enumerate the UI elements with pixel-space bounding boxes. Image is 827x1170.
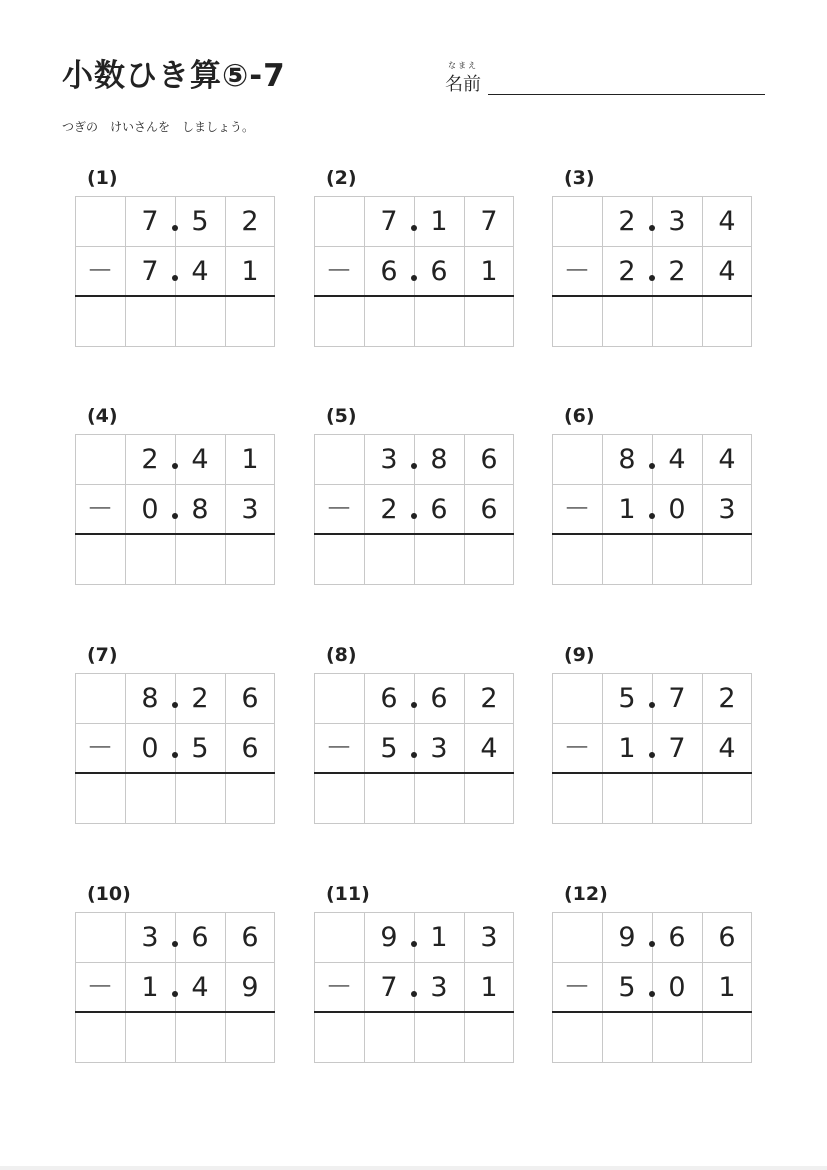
minuend-digit: 8	[430, 443, 448, 475]
subtrahend-digit: 5	[618, 971, 636, 1003]
subtrahend-digit: 6	[480, 493, 498, 525]
minuend-digit: 8	[141, 682, 159, 714]
answer-cell[interactable]	[602, 773, 652, 823]
answer-cell[interactable]	[702, 534, 752, 584]
minuend-digit: 3	[380, 443, 398, 475]
answer-cell[interactable]	[652, 773, 702, 823]
answer-cell[interactable]	[464, 1012, 514, 1062]
answer-cell[interactable]	[75, 1012, 125, 1062]
answer-cell[interactable]	[364, 534, 414, 584]
minuend-digit: 6	[668, 921, 686, 953]
minuend-digit: 7	[380, 205, 398, 237]
minuend-digit: 4	[718, 205, 736, 237]
answer-cell[interactable]	[225, 773, 275, 823]
decimal-point	[649, 225, 655, 231]
problem-label: (7)	[87, 644, 118, 666]
decimal-point	[649, 513, 655, 519]
minuend-digit: 4	[718, 443, 736, 475]
answer-cell[interactable]	[314, 296, 364, 346]
answer-cell[interactable]	[652, 296, 702, 346]
subtrahend-digit: 4	[480, 732, 498, 764]
decimal-point	[649, 991, 655, 997]
answer-cell[interactable]	[225, 1012, 275, 1062]
decimal-point	[411, 702, 417, 708]
decimal-point	[172, 752, 178, 758]
answer-cell[interactable]	[364, 296, 414, 346]
subtrahend-digit: 1	[141, 971, 159, 1003]
grid-line	[75, 584, 275, 585]
name-label: 名前	[445, 74, 481, 95]
answer-cell[interactable]	[552, 773, 602, 823]
minuend-digit: 6	[241, 682, 259, 714]
answer-cell[interactable]	[75, 534, 125, 584]
problem-5	[314, 405, 514, 595]
problem-11	[314, 883, 514, 1073]
answer-cell[interactable]	[175, 1012, 225, 1062]
problem-label: (12)	[564, 883, 608, 905]
problem-label: (9)	[564, 644, 595, 666]
subtrahend-digit: 1	[480, 255, 498, 287]
decimal-point	[172, 991, 178, 997]
minuend-digit: 6	[718, 921, 736, 953]
decimal-point	[649, 275, 655, 281]
calculation-grid	[75, 196, 275, 348]
answer-cell[interactable]	[75, 773, 125, 823]
problem-label: (1)	[87, 167, 118, 189]
calculation-grid	[314, 673, 514, 825]
calculation-grid	[552, 196, 752, 348]
answer-cell[interactable]	[125, 296, 175, 346]
minus-sign: －	[325, 255, 353, 287]
decimal-point	[411, 225, 417, 231]
calculation-grid	[314, 434, 514, 586]
calculation-grid	[75, 912, 275, 1064]
subtrahend-digit: 3	[241, 493, 259, 525]
minus-sign: －	[325, 732, 353, 764]
grid-line	[75, 823, 275, 824]
minuend-digit: 6	[480, 443, 498, 475]
minuend-digit: 9	[618, 921, 636, 953]
subtrahend-digit: 8	[191, 493, 209, 525]
answer-cell[interactable]	[364, 773, 414, 823]
minuend-digit: 6	[380, 682, 398, 714]
answer-cell[interactable]	[125, 1012, 175, 1062]
subtrahend-digit: 0	[141, 493, 159, 525]
answer-cell[interactable]	[225, 534, 275, 584]
subtrahend-digit: 4	[718, 255, 736, 287]
answer-cell[interactable]	[602, 534, 652, 584]
minus-sign: －	[563, 732, 591, 764]
minuend-digit: 8	[618, 443, 636, 475]
answer-cell[interactable]	[464, 296, 514, 346]
answer-cell[interactable]	[175, 296, 225, 346]
grid-line	[552, 1062, 752, 1063]
answer-cell[interactable]	[125, 773, 175, 823]
decimal-point	[411, 941, 417, 947]
answer-cell[interactable]	[314, 1012, 364, 1062]
problem-6	[552, 405, 752, 595]
subtrahend-digit: 1	[480, 971, 498, 1003]
subtrahend-digit: 7	[141, 255, 159, 287]
minuend-digit: 5	[618, 682, 636, 714]
minuend-digit: 9	[380, 921, 398, 953]
answer-cell[interactable]	[464, 773, 514, 823]
subtrahend-digit: 0	[668, 493, 686, 525]
subtrahend-digit: 6	[380, 255, 398, 287]
worksheet-title: 小数ひき算⑤-7	[62, 58, 286, 94]
subtrahend-digit: 9	[241, 971, 259, 1003]
problem-2	[314, 167, 514, 357]
grid-line	[552, 584, 752, 585]
problem-4	[75, 405, 275, 595]
answer-cell[interactable]	[552, 1012, 602, 1062]
answer-cell[interactable]	[652, 1012, 702, 1062]
decimal-point	[649, 702, 655, 708]
decimal-point	[649, 941, 655, 947]
minus-sign: －	[325, 971, 353, 1003]
answer-cell[interactable]	[414, 773, 464, 823]
problem-10	[75, 883, 275, 1073]
minus-sign: －	[325, 493, 353, 525]
answer-cell[interactable]	[702, 773, 752, 823]
minuend-digit: 3	[480, 921, 498, 953]
instruction-text: つぎの けいさんを しましょう。	[62, 120, 255, 134]
answer-cell[interactable]	[552, 534, 602, 584]
minuend-digit: 1	[241, 443, 259, 475]
answer-cell[interactable]	[414, 296, 464, 346]
subtrahend-digit: 6	[430, 493, 448, 525]
grid-line	[314, 584, 514, 585]
minuend-digit: 2	[191, 682, 209, 714]
grid-line	[314, 346, 514, 347]
minus-sign: －	[563, 255, 591, 287]
minuend-digit: 7	[668, 682, 686, 714]
subtrahend-digit: 6	[241, 732, 259, 764]
problem-label: (11)	[326, 883, 370, 905]
answer-cell[interactable]	[702, 296, 752, 346]
answer-cell[interactable]	[314, 534, 364, 584]
decimal-point	[172, 941, 178, 947]
answer-cell[interactable]	[314, 773, 364, 823]
minuend-digit: 7	[480, 205, 498, 237]
decimal-point	[411, 513, 417, 519]
subtrahend-digit: 0	[141, 732, 159, 764]
problem-label: (5)	[326, 405, 357, 427]
grid-line	[552, 823, 752, 824]
minus-sign: －	[86, 493, 114, 525]
minuend-digit: 7	[141, 205, 159, 237]
minuend-digit: 6	[241, 921, 259, 953]
calculation-grid	[75, 673, 275, 825]
decimal-point	[411, 463, 417, 469]
calculation-grid	[314, 912, 514, 1064]
subtrahend-digit: 1	[718, 971, 736, 1003]
decimal-point	[649, 463, 655, 469]
minuend-digit: 1	[430, 921, 448, 953]
minuend-digit: 6	[191, 921, 209, 953]
subtrahend-digit: 4	[191, 971, 209, 1003]
answer-cell[interactable]	[75, 296, 125, 346]
minuend-digit: 2	[718, 682, 736, 714]
subtrahend-digit: 5	[191, 732, 209, 764]
answer-cell[interactable]	[652, 534, 702, 584]
subtrahend-digit: 4	[191, 255, 209, 287]
answer-cell[interactable]	[175, 773, 225, 823]
decimal-point	[411, 752, 417, 758]
subtrahend-digit: 3	[430, 971, 448, 1003]
problem-label: (4)	[87, 405, 118, 427]
answer-cell[interactable]	[414, 534, 464, 584]
answer-cell[interactable]	[552, 296, 602, 346]
name-field[interactable]	[445, 60, 765, 100]
subtrahend-digit: 2	[380, 493, 398, 525]
problem-label: (3)	[564, 167, 595, 189]
problem-label: (8)	[326, 644, 357, 666]
problem-label: (10)	[87, 883, 131, 905]
name-ruby: なまえ	[448, 61, 478, 70]
page-bottom-edge	[0, 1166, 827, 1170]
minuend-digit: 5	[191, 205, 209, 237]
grid-line	[314, 1062, 514, 1063]
grid-line	[75, 346, 275, 347]
problem-3	[552, 167, 752, 357]
problem-8	[314, 644, 514, 834]
grid-line	[552, 346, 752, 347]
answer-cell[interactable]	[464, 534, 514, 584]
subtrahend-digit: 7	[668, 732, 686, 764]
subtrahend-digit: 1	[618, 493, 636, 525]
answer-cell[interactable]	[414, 1012, 464, 1062]
minuend-digit: 2	[618, 205, 636, 237]
minuend-digit: 1	[430, 205, 448, 237]
minuend-digit: 6	[430, 682, 448, 714]
answer-cell[interactable]	[225, 296, 275, 346]
problem-label: (2)	[326, 167, 357, 189]
problem-label: (6)	[564, 405, 595, 427]
problem-1	[75, 167, 275, 357]
minuend-digit: 4	[191, 443, 209, 475]
problem-9	[552, 644, 752, 834]
subtrahend-digit: 1	[618, 732, 636, 764]
decimal-point	[172, 275, 178, 281]
grid-line	[314, 823, 514, 824]
decimal-point	[172, 702, 178, 708]
calculation-grid	[552, 673, 752, 825]
answer-cell[interactable]	[364, 1012, 414, 1062]
minus-sign: －	[86, 255, 114, 287]
calculation-grid	[552, 912, 752, 1064]
minuend-digit: 2	[141, 443, 159, 475]
minuend-digit: 4	[668, 443, 686, 475]
minus-sign: －	[86, 732, 114, 764]
subtrahend-digit: 3	[430, 732, 448, 764]
name-underline	[488, 94, 765, 95]
subtrahend-digit: 4	[718, 732, 736, 764]
calculation-grid	[552, 434, 752, 586]
minus-sign: －	[86, 971, 114, 1003]
subtrahend-digit: 1	[241, 255, 259, 287]
decimal-point	[411, 275, 417, 281]
grid-line	[75, 1062, 275, 1063]
subtrahend-digit: 0	[668, 971, 686, 1003]
subtrahend-digit: 2	[668, 255, 686, 287]
answer-cell[interactable]	[602, 1012, 652, 1062]
decimal-point	[172, 463, 178, 469]
calculation-grid	[314, 196, 514, 348]
answer-cell[interactable]	[175, 534, 225, 584]
subtrahend-digit: 6	[430, 255, 448, 287]
subtrahend-digit: 7	[380, 971, 398, 1003]
answer-cell[interactable]	[602, 296, 652, 346]
problem-7	[75, 644, 275, 834]
minus-sign: －	[563, 971, 591, 1003]
minus-sign: －	[563, 493, 591, 525]
decimal-point	[411, 991, 417, 997]
decimal-point	[172, 225, 178, 231]
minuend-digit: 2	[480, 682, 498, 714]
subtrahend-digit: 5	[380, 732, 398, 764]
minuend-digit: 3	[668, 205, 686, 237]
minuend-digit: 3	[141, 921, 159, 953]
decimal-point	[172, 513, 178, 519]
answer-cell[interactable]	[125, 534, 175, 584]
answer-cell[interactable]	[702, 1012, 752, 1062]
subtrahend-digit: 2	[618, 255, 636, 287]
decimal-point	[649, 752, 655, 758]
calculation-grid	[75, 434, 275, 586]
subtrahend-digit: 3	[718, 493, 736, 525]
problem-12	[552, 883, 752, 1073]
minuend-digit: 2	[241, 205, 259, 237]
